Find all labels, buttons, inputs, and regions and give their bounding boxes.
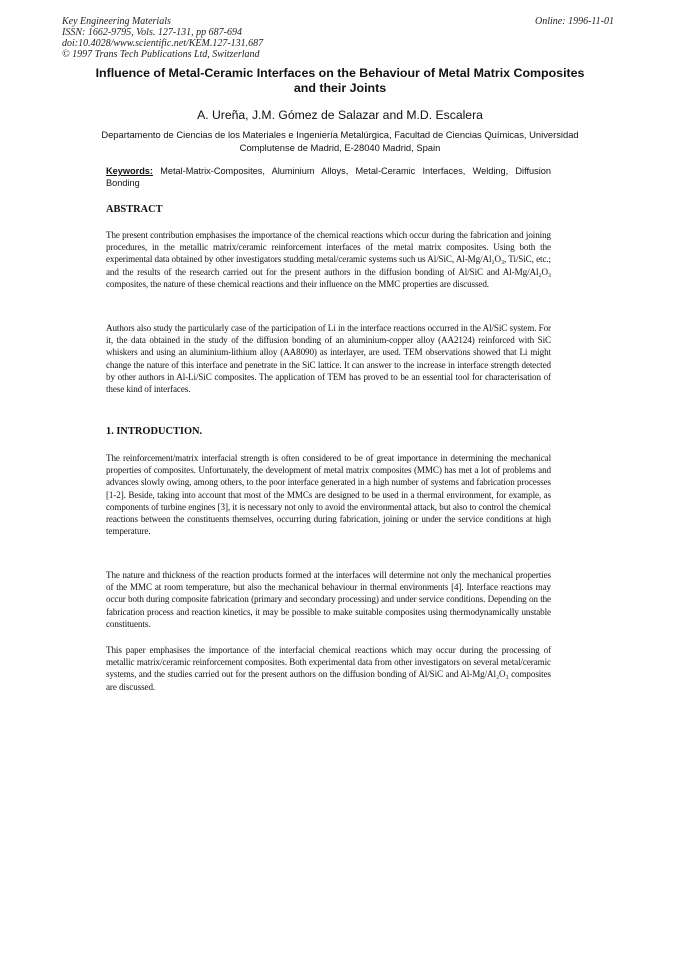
abstract-heading: ABSTRACT bbox=[106, 204, 163, 215]
abstract-paragraph-1: The present contribution emphasises the importance of the chemical reactions which occur during the fabrication and joining procedures, in the metallic matrix/ceramic reinforcement interfaces of the metal matrix composites. Using both the experimental data obtained by other investigators studding metal/ceramic systems such us Al/SiC, Al-Mg/Al₂O₃, Ti/SiC, etc.; and the results of the research carried out for the present authors in the diffusion bonding of Al/SiC and Al-Mg/Al₂O₃ composites, the nature of these chemical reactions and their influence on the MMC properties are discussed. bbox=[106, 230, 551, 289]
copyright-line: © 1997 Trans Tech Publications Ltd, Switzerland bbox=[62, 49, 260, 60]
introduction-heading: 1. INTRODUCTION. bbox=[106, 426, 203, 437]
journal-metadata bbox=[62, 16, 263, 60]
keywords bbox=[106, 166, 551, 189]
keywords-text: Metal-Matrix-Composites, Aluminium Alloys, Metal-Ceramic Interfaces, Welding, Diffusion Bonding bbox=[106, 166, 551, 188]
paper-title: Influence of Metal-Ceramic Interfaces on the Behaviour of Metal Matrix Composites and their Joints bbox=[95, 66, 585, 95]
journal-name: Key Engineering Materials bbox=[62, 16, 171, 27]
abstract-paragraph-2: Authors also study the particularly case of the participation of Li in the interface reactions occurred in the Al/SiC system. For it, the data obtained in the study of the diffusion bonding of an aluminium-copper alloy (AA2124) reinforced with SiC whiskers and using an aluminium-lithium alloy (AA8090) as interlayer, are used. TEM observations showed that Li might change the nature of this interface and penetrate in the SiC lattice. It can answer to the increase in interface strength detected by other authors in Al-Li/SiC composites. The application of TEM has proved to be an essential tool for characterisation of these kind of interfaces. bbox=[106, 323, 551, 395]
introduction-paragraph-2: The nature and thickness of the reaction products formed at the interfaces will determine not only the mechanical properties of the MMC at room temperature, but also the mechanical behaviour in thermal environments [4]. Interface reactions may occur both during composite fabrication (primary and secondary processing) and under service conditions. Depending on the fabrication process and reaction kinetics, it may be possible to make suitable composites using thermodynamically unstable constituents. bbox=[106, 570, 551, 629]
issn-line: ISSN: 1662-9795, Vols. 127-131, pp 687-694 bbox=[62, 27, 242, 38]
introduction-paragraph-1: The reinforcement/matrix interfacial strength is often considered to be of great importance in determining the mechanical properties of composites. Unfortunately, the development of metal matrix composites (MMC) has met a lot of problems and advances slowly owing, among others, to the poor interface generated in a high number of systems and fabrication processes [1-2]. Beside, taking into account that most of the MMCs are designed to be used in a thermal environment, for example, as components of turbine engines [3], it is necessary not only to avoid the environmental attack, but also to control the chemical reactions between the constituents themselves, occurring during fabrication, joining or under the service conditions at high temperature. bbox=[106, 453, 551, 537]
author-list: A. Ureña, J.M. Gómez de Salazar and M.D. Escalera bbox=[197, 108, 483, 122]
online-date: Online: 1996-11-01 bbox=[535, 16, 614, 27]
keywords-label: Keywords: bbox=[106, 166, 153, 176]
affiliation: Departamento de Ciencias de los Materiales e Ingeniería Metalúrgica, Facultad de Ciencias Químicas, Universidad Complutense de Madrid, E-28040 Madrid, Spain bbox=[101, 129, 579, 153]
doi-line: doi:10.4028/www.scientific.net/KEM.127-131.687 bbox=[62, 38, 264, 49]
introduction-paragraph-3: This paper emphasises the importance of the interfacial chemical reactions which may occur during the processing of metallic matrix/ceramic reinforcement composites. Both experimental data from other investigators on several metal/ceramic systems, and the studies carried out for the present authors on the diffusion bonding of Al/SiC and Al-Mg/Al₂O₃ composites are discussed. bbox=[106, 645, 551, 692]
